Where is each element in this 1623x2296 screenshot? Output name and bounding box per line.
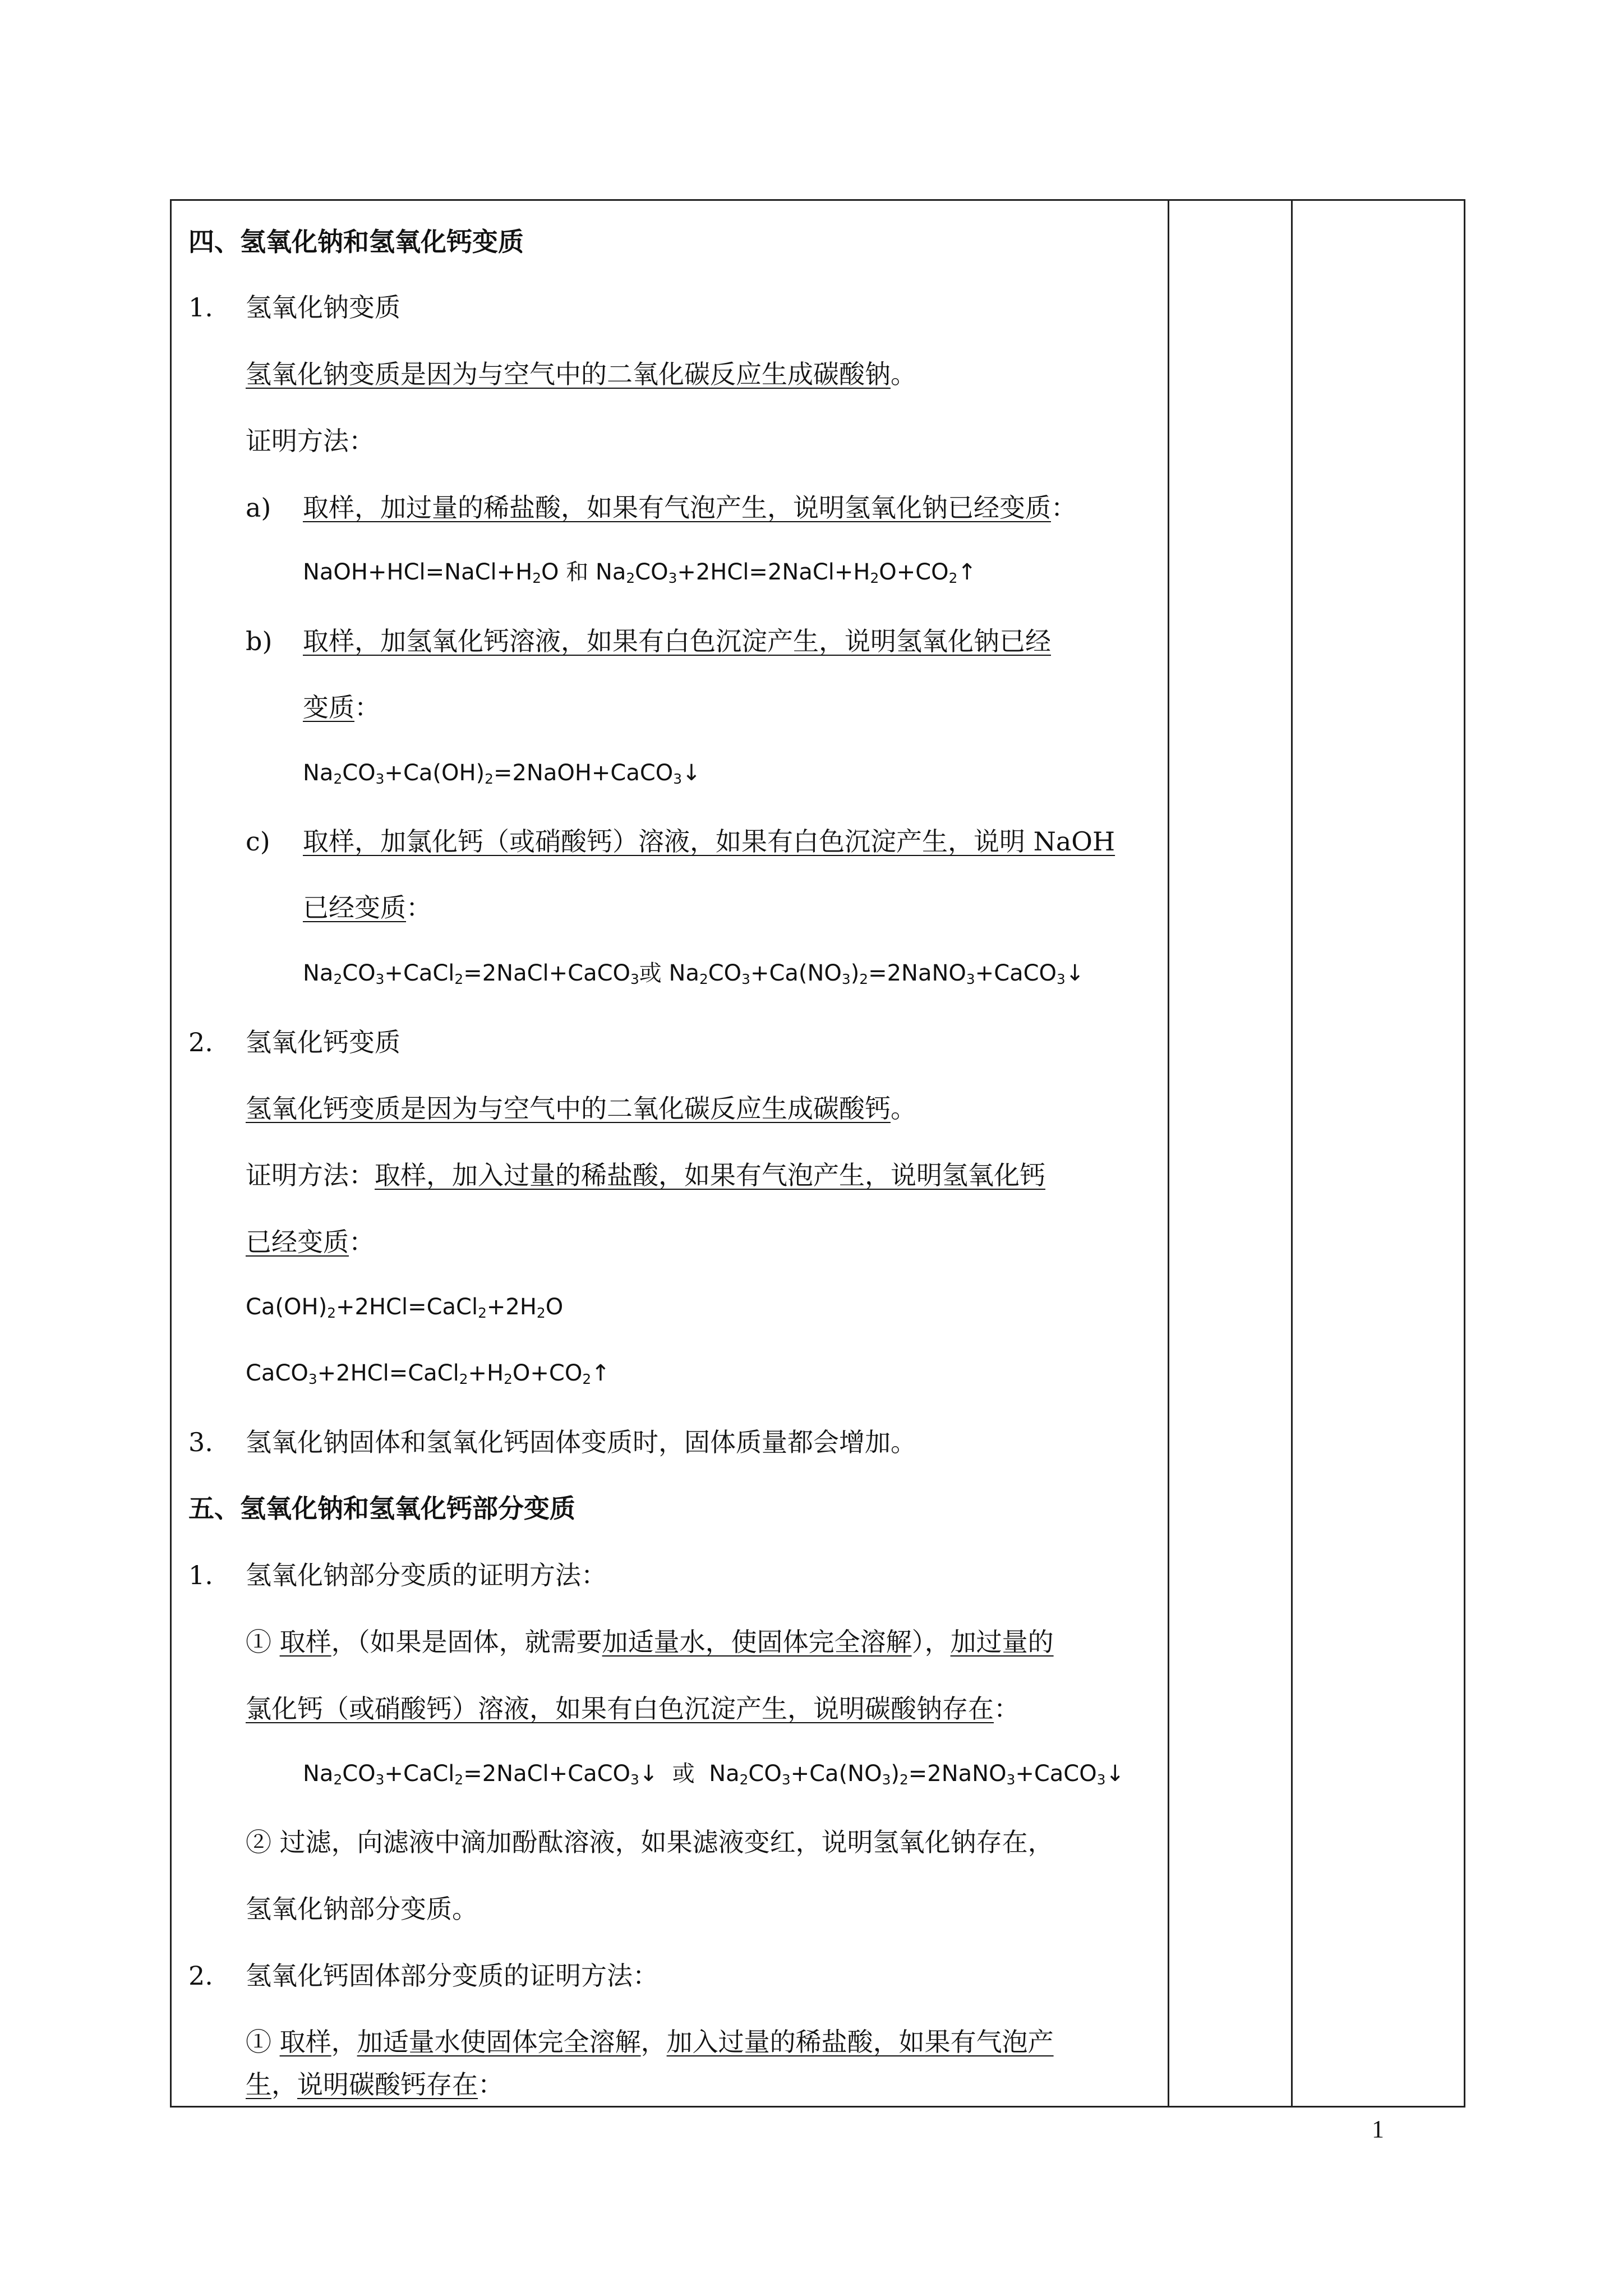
- column-divider-2: [1291, 201, 1293, 2106]
- s4-method-c: c) 取样，加氯化钙（或硝酸钙）溶液，如果有白色沉淀产生，说明 NaOH: [246, 826, 1115, 857]
- page-number: 1: [1372, 2115, 1384, 2143]
- s4-item-1-reason: 氢氧化钠变质是因为与空气中的二氧化碳反应生成碳酸钠。: [246, 359, 916, 389]
- s4-item-2-title: 2. 氢氧化钙变质: [188, 1027, 400, 1057]
- s4-a-equations: $NaOH+HCl=NaCl+H_2O$ 和 $Na_2CO_3+2HCl=2NaCl+H_2O+CO_2↑$: [303, 559, 976, 587]
- s4-method-b: b) 取样，加氢氧化钙溶液，如果有白色沉淀产生，说明氢氧化钠已经: [246, 626, 1051, 656]
- s5-step-2: ② 过滤，向滤液中滴加酚酞溶液，如果滤液变红，说明氢氧化钠存在，: [246, 1827, 1054, 1857]
- s5-item-2-title: 2. 氢氧化钙固体部分变质的证明方法：: [188, 1961, 658, 1991]
- s5-step-1-equations: $Na_2CO_3+CaCl_2=2NaCl+CaCO_3↓$ 或 $Na_2CO_3+Ca(NO_3)_2=2NaNO_3+CaCO_3↓$: [303, 1761, 1125, 1788]
- s4-method-b-cont: 变质：: [303, 692, 380, 723]
- s5-step-2-cont: 氢氧化钠部分变质。: [246, 1894, 478, 1924]
- s5-item-1-title: 1. 氢氧化钠部分变质的证明方法：: [188, 1560, 607, 1590]
- s4-b-equation: $Na_2CO_3+Ca(OH)_2=2NaOH+CaCO_3↓$: [303, 760, 701, 788]
- lesson-table: [170, 199, 1465, 2108]
- s4-method-c-cont: 已经变质：: [303, 892, 432, 923]
- column-divider-1: [1168, 201, 1169, 2106]
- s5-item-2-step-1-cont: 生，说明碳酸钙存在：: [246, 2069, 504, 2100]
- s4-item-3: 3. 氢氧化钠固体和氢氧化钙固体变质时，固体质量都会增加。: [188, 1427, 916, 1457]
- s4-c-equations: $Na_2CO_3+CaCl_2=2NaCl+CaCO_3$或 $Na_2CO_3+Ca(NO_3)_2=2NaNO_3+CaCO_3↓$: [303, 960, 1085, 988]
- s4-item-2-reason: 氢氧化钙变质是因为与空气中的二氧化碳反应生成碳酸钙。: [246, 1093, 916, 1124]
- s4-item-2-equation-2: $CaCO_3+2HCl=CaCl_2+H_2O+CO_2↑$: [246, 1360, 610, 1388]
- s4-item-2-equation-1: $Ca(OH)_2+2HCl=CaCl_2+2H_2O$: [246, 1294, 564, 1322]
- s4-method-label: 证明方法：: [246, 426, 375, 456]
- s5-step-1: ① 取样，（如果是固体，就需要加适量水，使固体完全溶解），加过量的: [246, 1627, 1054, 1657]
- s4-item-2-method-cont: 已经变质：: [246, 1227, 375, 1257]
- s5-item-2-step-1: ① 取样，加适量水使固体完全溶解，加入过量的稀盐酸，如果有气泡产: [246, 2027, 1054, 2057]
- section-5-title: 五、氢氧化钠和氢氧化钙部分变质: [188, 1493, 575, 1524]
- section-4-title: 四、氢氧化钠和氢氧化钙变质: [188, 227, 524, 257]
- s5-step-1-cont: 氯化钙（或硝酸钙）溶液，如果有白色沉淀产生，说明碳酸钠存在：: [246, 1694, 1020, 1724]
- s4-item-1-title: 1. 氢氧化钠变质: [188, 292, 400, 323]
- s4-method-a: a) 取样，加过量的稀盐酸，如果有气泡产生，说明氢氧化钠已经变质：: [246, 493, 1077, 523]
- s4-item-2-method: 证明方法：取样，加入过量的稀盐酸，如果有气泡产生，说明氢氧化钙: [246, 1160, 1045, 1190]
